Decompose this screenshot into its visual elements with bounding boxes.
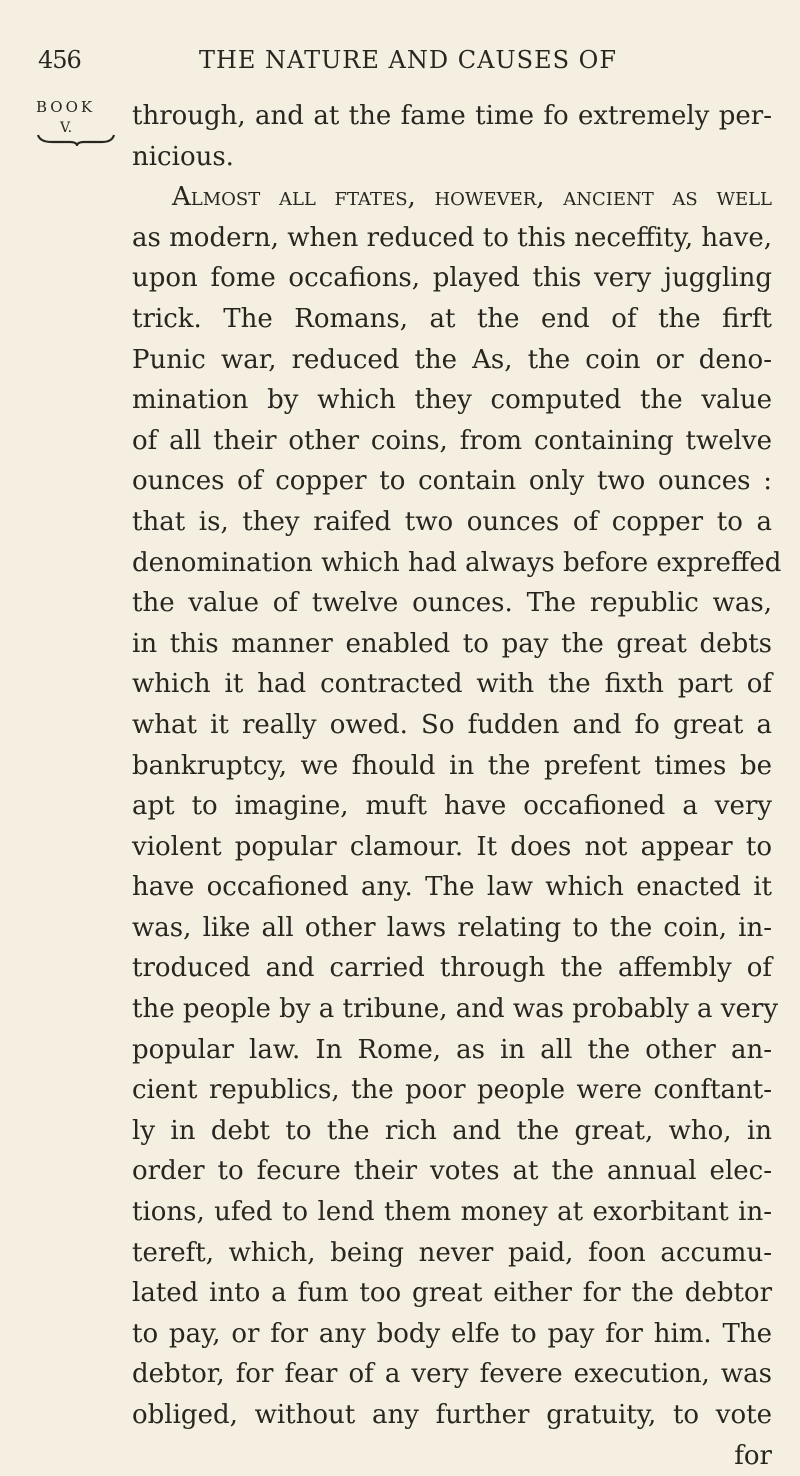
text-line: bankruptcy, we fhould in the prefent times be xyxy=(132,750,772,781)
page-number: 456 xyxy=(38,46,81,74)
text-line: through, and at the fame time fo extremely per- xyxy=(132,101,772,131)
text-line: popular law. In Rome, as in all the other an- xyxy=(132,1034,772,1065)
text-line: Almost all ftates, however, ancient as well xyxy=(172,182,772,213)
book-label: BOOK xyxy=(36,98,96,116)
running-head: THE NATURE AND CAUSES OF xyxy=(198,46,618,74)
text-line: mination by which they computed the value xyxy=(132,385,772,416)
text-line: ounces of copper to contain only two ounces : xyxy=(132,466,772,497)
text-line: ly in debt to the rich and the great, who, in xyxy=(132,1115,772,1146)
text-line: trick. The Romans, at the end of the firft xyxy=(132,303,772,334)
text-line: have occafioned any. The law which enacted it xyxy=(132,872,772,903)
text-line: cient republics, the poor people were conftant- xyxy=(132,1075,772,1106)
text-line: troduced and carried through the affembly of xyxy=(132,953,772,984)
text-line: apt to imagine, muft have occafioned a very xyxy=(132,791,772,822)
text-line: to pay, or for any body elfe to pay for him. The xyxy=(132,1318,772,1349)
text-line: that is, they raifed two ounces of copper to a xyxy=(132,506,772,537)
text-line: nicious. xyxy=(132,141,234,172)
text-line: tereft, which, being never paid, foon accumu- xyxy=(132,1237,772,1268)
text-line: the people by a tribune, and was probably a very xyxy=(132,994,779,1025)
text-line: which it had contracted with the fixth part of xyxy=(132,669,772,700)
text-line: was, like all other laws relating to the coin, in- xyxy=(132,912,772,943)
text-line: violent popular clamour. It does not appear to xyxy=(132,831,772,862)
text-line: denomination which had always before expreffed xyxy=(132,547,782,578)
page-header xyxy=(38,40,778,80)
text-line: of all their other coins, from containing twelve xyxy=(132,425,772,456)
book-number: V. xyxy=(60,120,73,136)
catchword: for xyxy=(734,1440,772,1471)
text-line: upon fome occafions, played this very juggling xyxy=(132,263,772,294)
brace-ornament xyxy=(36,132,116,146)
book-marker xyxy=(36,98,116,158)
text-line: in this manner enabled to pay the great debts xyxy=(132,628,772,659)
text-line: what it really owed. So fudden and fo great a xyxy=(132,709,772,740)
text-line: debtor, for fear of a very fevere execution, was xyxy=(132,1359,772,1390)
text-line: obliged, without any further gratuity, to vote xyxy=(132,1400,772,1430)
text-line: the value of twelve ounces. The republic was, xyxy=(132,588,772,619)
text-line: order to fecure their votes at the annual elec- xyxy=(132,1156,772,1187)
text-line: tions, ufed to lend them money at exorbitant in- xyxy=(132,1197,772,1228)
text-line: lated into a fum too great either for the debtor xyxy=(132,1278,772,1309)
text-line: as modern, when reduced to this neceffity, have, xyxy=(132,222,772,253)
body-text xyxy=(132,96,782,1476)
text-line: Punic war, reduced the As, the coin or deno- xyxy=(132,344,772,375)
